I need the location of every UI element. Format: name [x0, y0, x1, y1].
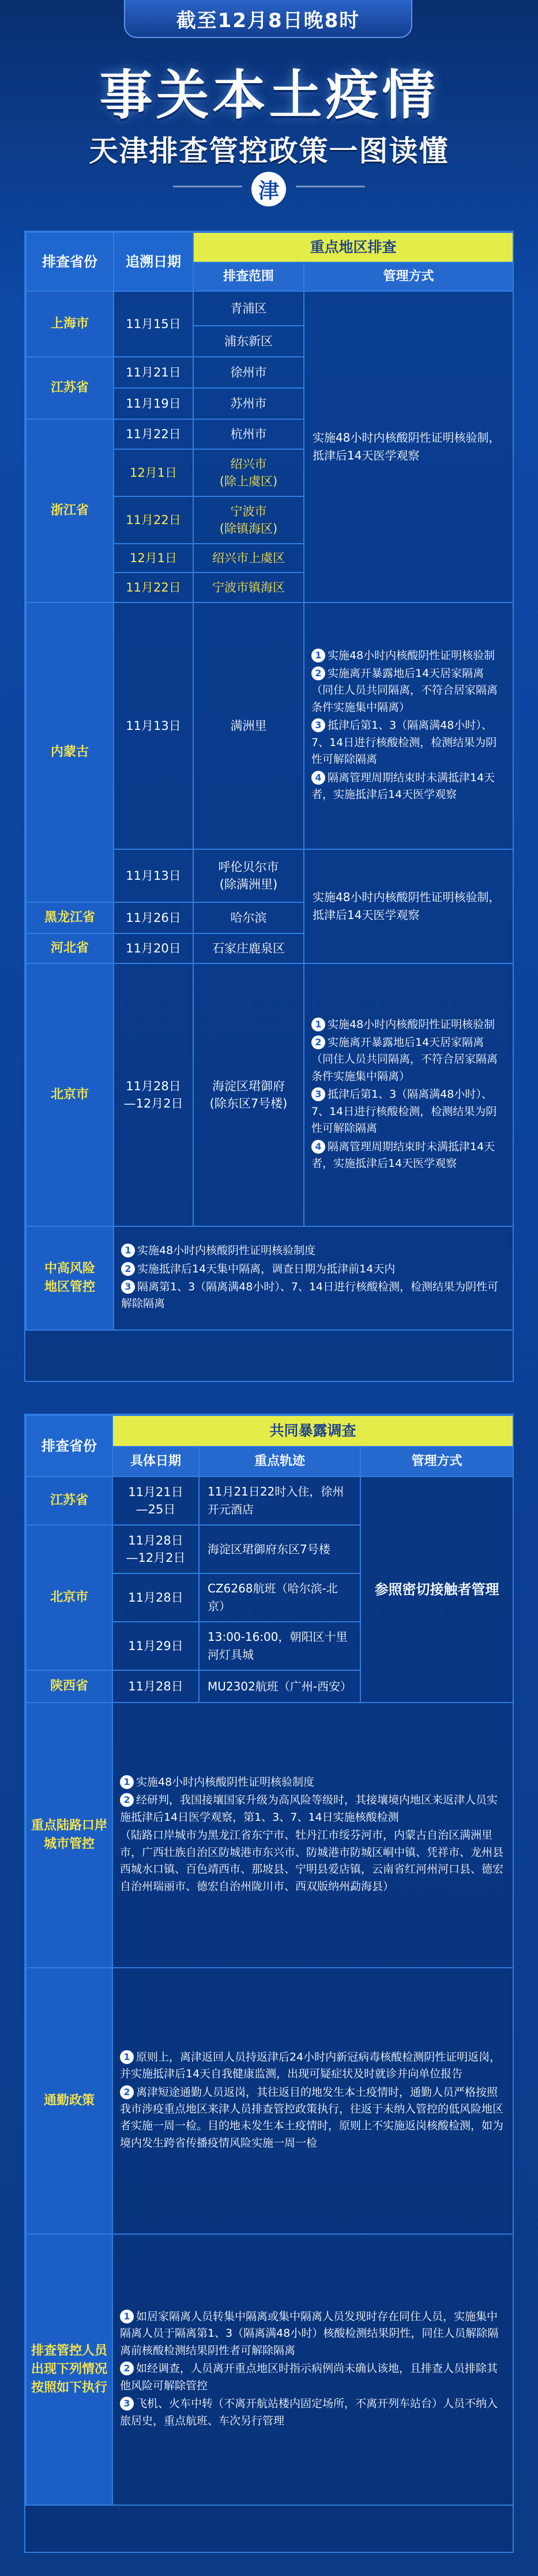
- tianjin-logo-icon: 津: [251, 172, 286, 206]
- scope-zhenhai: 宁波市镇海区: [193, 573, 304, 602]
- exposure-date-flight: 11月28日: [112, 1573, 199, 1622]
- scope-ningbo: 宁波市 (除镇海区): [193, 496, 304, 544]
- exposure-track-xian: MU2302航班（广州-西安）: [199, 1670, 360, 1703]
- date-manzhouli: 11月13日: [114, 602, 193, 849]
- scope-pudong: 浦东新区: [193, 326, 304, 357]
- date-xuzhou: 11月21日: [114, 357, 193, 388]
- col-province-header: 排查省份: [26, 232, 114, 291]
- step-text: 实施48小时内核酸阴性证明核验制度: [136, 1775, 315, 1788]
- scope-hangzhou: 杭州市: [193, 419, 304, 449]
- province-shanghai: 上海市: [26, 291, 114, 357]
- scope-junyufu: 海淀区珺御府 (除东区7号楼): [193, 963, 304, 1226]
- col-track-header: 重点轨迹: [199, 1447, 360, 1477]
- exposure-date-shilihe: 11月29日: [112, 1622, 199, 1670]
- exposure-province-jiangsu: 江苏省: [26, 1477, 112, 1525]
- col-method-header-2: 管理方式: [360, 1447, 513, 1477]
- method-group-b: 实施48小时内核酸阴性证明核验制，抵津后14天医学观察: [304, 849, 513, 963]
- step-num-icon: 4: [311, 1140, 325, 1154]
- exposure-date-xuzhou: 11月21日 —25日: [112, 1477, 199, 1525]
- exposure-province-beijing: 北京市: [26, 1525, 112, 1670]
- step-text: 实施48小时内核酸阴性证明核验制度: [137, 1244, 316, 1257]
- step-num-icon: 1: [121, 1244, 135, 1257]
- exposure-track-shilihe: 13:00-16:00，朝阳区十里河灯具城: [199, 1622, 360, 1670]
- date-haerbin: 11月26日: [114, 902, 193, 933]
- port-city-label: 重点陆路口岸城市管控: [26, 1703, 112, 1968]
- commute-label: 通勤政策: [26, 1968, 112, 2234]
- province-jiangsu: 江苏省: [26, 357, 114, 419]
- step-num-icon: 2: [311, 666, 325, 680]
- port-city-steps: [112, 1703, 513, 1968]
- exposure-date-xian: 11月28日: [112, 1670, 199, 1703]
- steps-zhejiang-nm: [304, 602, 513, 849]
- step-num-icon: 2: [120, 2085, 134, 2099]
- step-text: 抵津后第1、3（隔离满48小时）、7、14日进行核酸检测，检测结果为阴性可解除隔离: [311, 1088, 497, 1135]
- province-hebei: 河北省: [26, 933, 114, 963]
- scope-suzhou: 苏州市: [193, 388, 304, 419]
- key-area-screening-panel: [24, 231, 514, 1382]
- date-hangzhou: 11月22日: [114, 419, 193, 449]
- step-text: 实施离开暴露地后14天居家隔离（同住人员共同隔离，不符合居家隔离条件实施集中隔离）: [311, 666, 498, 714]
- province-neimenggu: 内蒙古: [26, 602, 114, 902]
- step-text: 隔离管理周期结束时未满抵津14天者，实施抵津后14天医学观察: [311, 771, 495, 801]
- method-group-a: 实施48小时内核酸阴性证明核验制，抵津后14天医学观察: [304, 291, 513, 602]
- group-title-key-area: 重点地区排查: [193, 232, 513, 262]
- step-num-icon: 2: [120, 1793, 134, 1807]
- checker-steps: [112, 2234, 513, 2505]
- date-hulunbeier: 11月13日: [114, 849, 193, 902]
- step-num-icon: 3: [311, 718, 325, 732]
- step-num-icon: 3: [311, 1087, 325, 1101]
- date-beijing: 11月28日 —12月2日: [114, 963, 193, 1226]
- step-num-icon: 2: [120, 2362, 134, 2375]
- step-text: 离津短途通勤人员返岗，其往返目的地发生本土疫情时，通勤人员严格按照我市涉疫重点地区来津人员排查管控政策执行，往返于未纳入管控的低风险地区者实施一周一检。目的地未发生本土疫情时，原则上不实施返岗核酸检测，如为境内发生跨省传播疫情风险实施一周一检: [120, 2085, 504, 2149]
- steps-beijing: [304, 963, 513, 1226]
- common-exposure-panel: [24, 1414, 514, 2553]
- sub-title: 天津排查管控政策一图读懂: [89, 134, 449, 168]
- date-ningbo: 11月22日: [114, 496, 193, 544]
- exposure-track-xuzhou: 11月21日22时入住，徐州开元酒店: [199, 1477, 360, 1525]
- date-shanghai: 11月15日: [114, 291, 193, 357]
- group-title-exposure: 共同暴露调查: [112, 1415, 513, 1447]
- step-text: 隔离第1、3（隔离满48小时）、7、14日进行核酸检测，检测结果为阴性可解除隔离: [121, 1281, 499, 1310]
- exposure-track-junyufu: 海淀区珺御府东区7号楼: [199, 1525, 360, 1573]
- scope-luquan: 石家庄鹿泉区: [193, 933, 304, 963]
- step-text: 隔离管理周期结束时未满抵津14天者，实施抵津后14天医学观察: [311, 1140, 495, 1170]
- date-shangyu: 12月1日: [114, 544, 193, 573]
- scope-xuzhou: 徐州市: [193, 357, 304, 388]
- exposure-date-junyufu: 11月28日 —12月2日: [112, 1525, 199, 1573]
- scope-manzhouli: 满洲里: [193, 602, 304, 849]
- province-beijing: 北京市: [26, 963, 114, 1226]
- step-num-icon: 1: [120, 2050, 134, 2064]
- step-num-icon: 1: [120, 1775, 134, 1789]
- step-text: 实施离开暴露地后14天居家隔离（同住人员共同隔离，不符合居家隔离条件实施集中隔离）: [311, 1035, 498, 1083]
- step-num-icon: 4: [311, 771, 325, 785]
- step-text: 原则上，离津返回人员持返津后24小时内新冠病毒核酸检测阴性证明返岗，并实施抵津后14天自我健康监测，出现可疑症状及时就诊并向单位报告: [120, 2050, 501, 2081]
- scope-qingpu: 青浦区: [193, 291, 304, 326]
- step-num-icon: 3: [121, 1280, 135, 1294]
- risk-control-label: 中高风险 地区管控: [26, 1226, 114, 1330]
- step-text: 实施48小时内核酸阴性证明核验制: [328, 1018, 495, 1031]
- step-text: 如居家隔离人员转集中隔离或集中隔离人员发现时存在同住人员，实施集中隔离人员于隔离第1、3（隔离满48小时）核酸检测结果阴性，同住人员解除隔离前核酸检测结果阴性者可解除隔离: [120, 2310, 499, 2357]
- step-num-icon: 3: [120, 2397, 134, 2411]
- risk-control-steps: [114, 1226, 513, 1330]
- col-date-header-2: 具体日期: [112, 1447, 199, 1477]
- step-num-icon: 1: [311, 1018, 325, 1031]
- main-title: 事关本土疫情: [99, 65, 439, 126]
- checker-label: 排查管控人员出现下列情况按照如下执行: [26, 2234, 112, 2505]
- step-text: 实施抵津后14天集中隔离，调查日期为抵津前14天内: [137, 1262, 396, 1275]
- col-method-header: 管理方式: [304, 262, 513, 291]
- scope-haerbin: 哈尔滨: [193, 902, 304, 933]
- logo-wing-right: [296, 186, 365, 187]
- common-exposure-table: [25, 1415, 514, 2506]
- date-suzhou: 11月19日: [114, 388, 193, 419]
- step-num-icon: 2: [311, 1035, 325, 1049]
- step-num-icon: 2: [121, 1262, 135, 1276]
- date-shijiazhuang: 11月20日: [114, 933, 193, 963]
- step-text: 经研判，我国接壤国家升级为高风险等级时，其接壤境内地区来返津人员实施抵津后14日医学观察，第1、3、7、14日实施核酸检测: [120, 1794, 498, 1824]
- step-num-icon: 1: [311, 649, 325, 662]
- scope-shaoxing: 绍兴市 (除上虞区): [193, 449, 304, 496]
- port-city-list: （陆路口岸城市为黑龙江省东宁市、牡丹江市绥芬河市，内蒙古自治区满洲里市，广西壮族自治区防城港市东兴市、防城港市防城区峒中镇、凭祥市、龙州县西城水口镇、百色靖西市、那坡县、宁明县爱店镇，云南省红河州河口县、德宏自治州瑞丽市、德宏自治州陇川市、西双版纳州勐海县）: [120, 1829, 504, 1893]
- date-shaoxing: 12月1日: [114, 449, 193, 496]
- exposure-province-shaanxi: 陕西省: [26, 1670, 112, 1703]
- exposure-method: 参照密切接触者管理: [360, 1477, 513, 1703]
- province-zhejiang: 浙江省: [26, 419, 114, 602]
- step-text: 如经调查，人员离开重点地区时指示病例尚未确认该地，且排查人员排除其他风险可解除管控: [120, 2362, 498, 2392]
- exposure-track-flight: CZ6268航班（哈尔滨-北京）: [199, 1573, 360, 1622]
- step-num-icon: 1: [120, 2310, 134, 2323]
- step-text: 实施48小时内核酸阴性证明核验制: [328, 649, 495, 662]
- col-date-header: 追溯日期: [114, 232, 193, 291]
- col-scope-header: 排查范围: [193, 262, 304, 291]
- col-province-header-2: 排查省份: [26, 1415, 112, 1477]
- key-area-table: [25, 232, 514, 1331]
- date-zhenhai: 11月22日: [114, 573, 193, 602]
- step-text: 抵津后第1、3（隔离满48小时）、7、14日进行核酸检测，检测结果为阴性可解除隔离: [311, 719, 497, 766]
- scope-shangyu: 绍兴市上虞区: [193, 544, 304, 573]
- date-banner: 截至12月8日晚8时: [124, 0, 412, 38]
- commute-steps: [112, 1968, 513, 2234]
- scope-hulunbeier: 呼伦贝尔市 (除满洲里): [193, 849, 304, 902]
- province-heilongjiang: 黑龙江省: [26, 902, 114, 933]
- step-text: 飞机、火车中转（不离开航站楼内固定场所，不离开列车站台）人员不纳入旅居史，重点航班、车次另行管理: [120, 2397, 498, 2427]
- logo-wing-left: [173, 186, 242, 187]
